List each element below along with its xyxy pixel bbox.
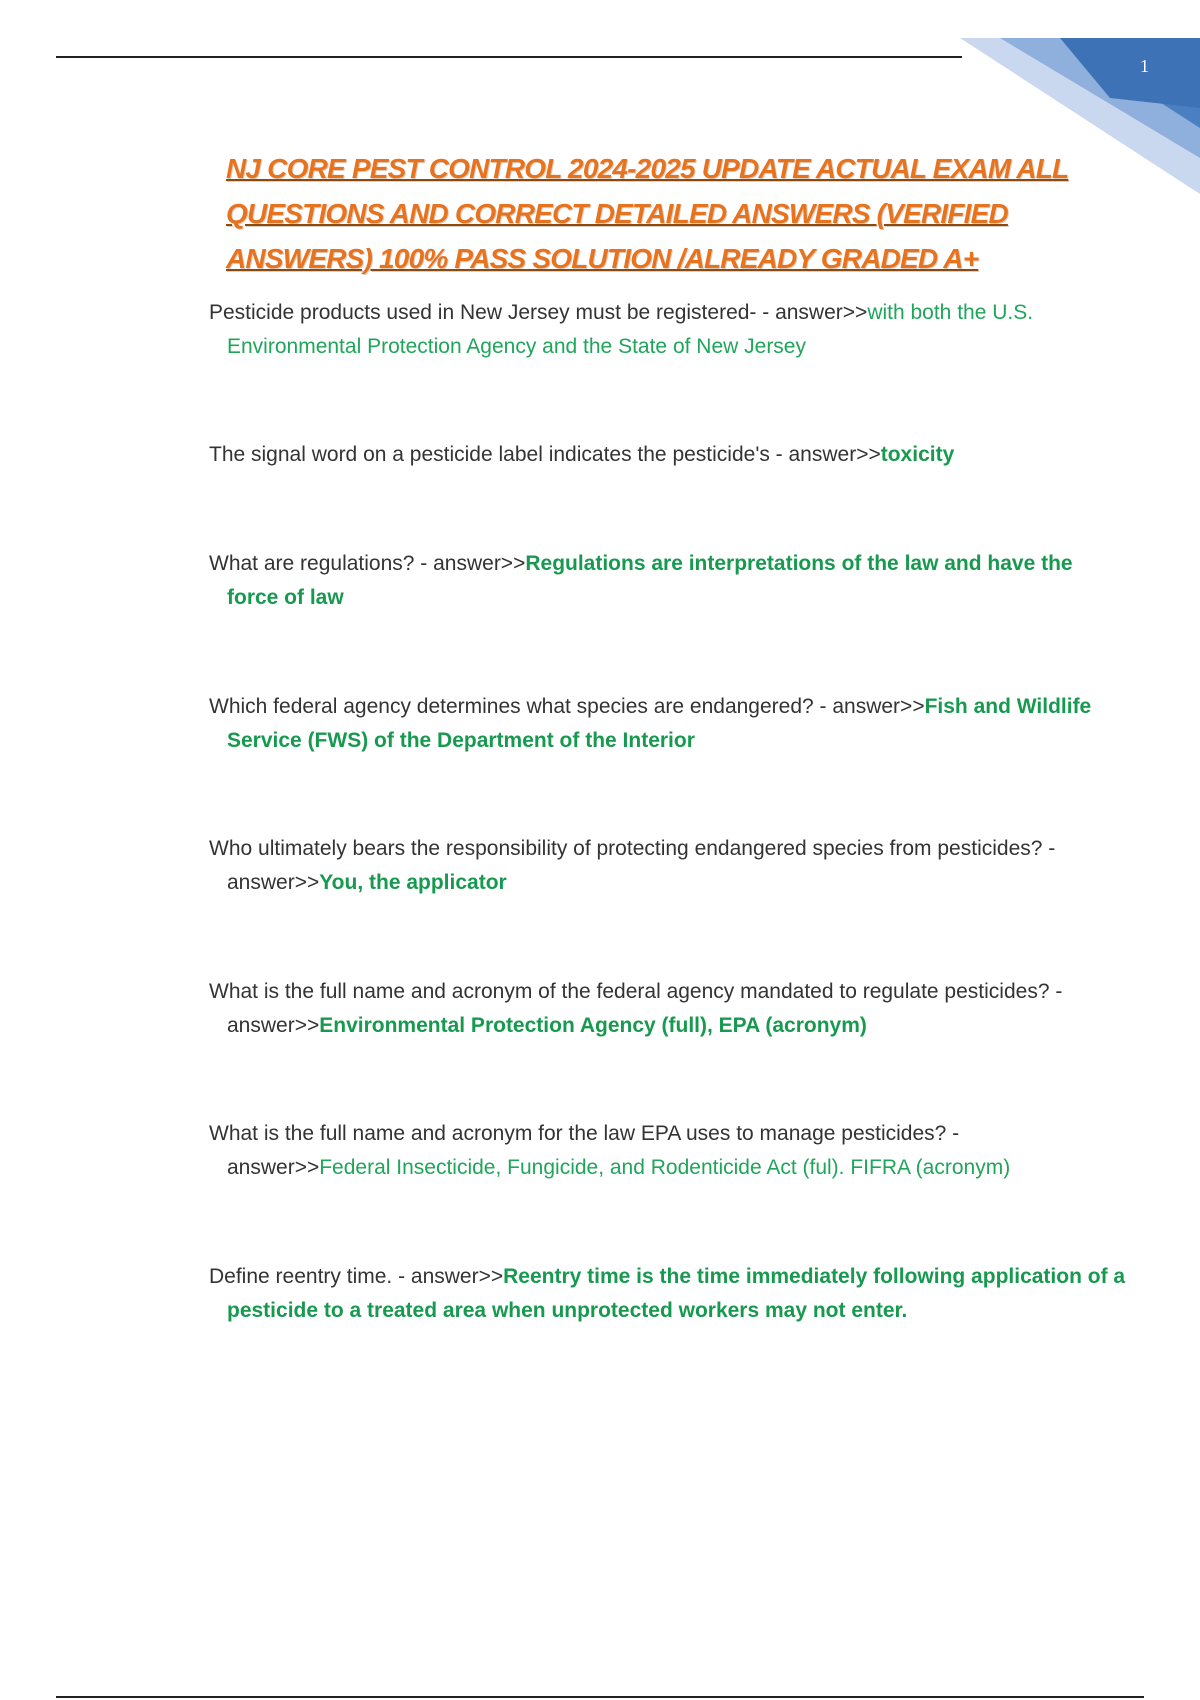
qa-item-5 bbox=[209, 832, 1127, 900]
answer-text: with both the U.S. Environmental Protection Agency and the State of New Jersey bbox=[227, 301, 1034, 358]
answer-text: Regulations are interpretations of the law and have the force of law bbox=[227, 552, 1073, 609]
question-text: Which federal agency determines what species are endangered? - answer>> bbox=[209, 695, 925, 718]
qa-item-1 bbox=[209, 296, 1127, 364]
question-text: Define reentry time. - answer>> bbox=[209, 1265, 504, 1288]
answer-text: toxicity bbox=[880, 443, 955, 466]
page-number: 1 bbox=[1140, 56, 1149, 76]
footer-rule bbox=[56, 1696, 1144, 1698]
header-rule bbox=[56, 56, 962, 58]
answer-text: Reentry time is the time immediately following application of a pesticide to a treated area when unprotected workers may not enter. bbox=[227, 1265, 1126, 1322]
question-text: Pesticide products used in New Jersey must be registered- - answer>> bbox=[209, 301, 868, 324]
qa-item-3 bbox=[209, 547, 1127, 615]
question-text: What is the full name and acronym for the law EPA uses to manage pesticides? - answer>> bbox=[209, 1122, 960, 1179]
qa-item-2 bbox=[209, 438, 1127, 472]
question-text: What is the full name and acronym of the federal agency mandated to regulate pesticides? - answer>> bbox=[209, 980, 1063, 1037]
qa-item-6 bbox=[209, 975, 1127, 1043]
qa-item-7 bbox=[209, 1117, 1127, 1185]
answer-text: You, the applicator bbox=[319, 871, 507, 894]
qa-item-8 bbox=[209, 1260, 1127, 1328]
question-text: The signal word on a pesticide label indicates the pesticide's - answer>> bbox=[209, 443, 881, 466]
answer-text: Federal Insecticide, Fungicide, and Rodenticide Act (ful). FIFRA (acronym) bbox=[319, 1156, 1011, 1179]
question-text: Who ultimately bears the responsibility of protecting endangered species from pesticides? - answer>> bbox=[209, 837, 1056, 894]
answer-text: Environmental Protection Agency (full), EPA (acronym) bbox=[319, 1014, 867, 1037]
qa-item-4 bbox=[209, 690, 1127, 758]
question-text: What are regulations? - answer>> bbox=[209, 552, 526, 575]
answer-text: Fish and Wildlife Service (FWS) of the Department of the Interior bbox=[227, 695, 1092, 752]
document-title: NJ CORE PEST CONTROL 2024-2025 UPDATE ACTUAL EXAM ALL QUESTIONS AND CORRECT DETAILED ANSWERS (VERIFIED ANSWERS) 100% PASS SOLUTION /ALREADY GRADED A+ bbox=[226, 153, 1069, 274]
